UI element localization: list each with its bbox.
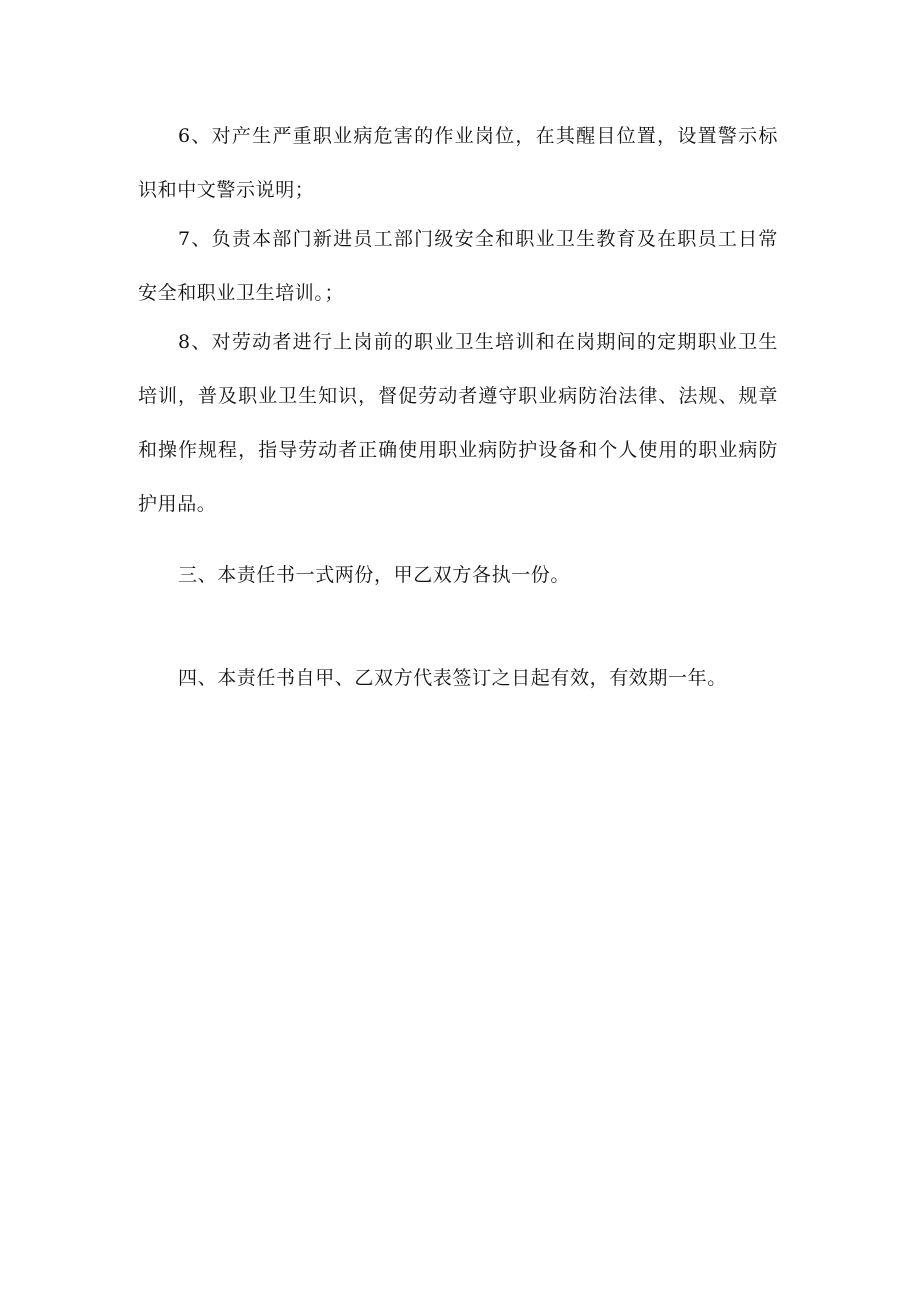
clause-8-paragraph: 8、对劳动者进行上岗前的职业卫生培训和在岗期间的定期职业卫生培训，普及职业卫生知识，督促劳动者遵守职业病防治法律、法规、规章和操作规程，指导劳动者正确使用职业病防护设备和个人使用的职业病防护用品。 [138,331,778,515]
section-3-paragraph: 三、本责任书一式两份，甲乙双方各执一份。 [178,564,571,586]
clause-7-paragraph: 7、负责本部门新进员工部门级安全和职业卫生教育及在职员工日常安全和职业卫生培训。； [138,228,778,304]
clause-6-paragraph: 6、对产生严重职业病危害的作业岗位，在其醒目位置，设置警示标识和中文警示说明； [138,125,778,201]
section-4-paragraph: 四、本责任书自甲、乙双方代表签订之日起有效，有效期一年。 [178,667,727,689]
